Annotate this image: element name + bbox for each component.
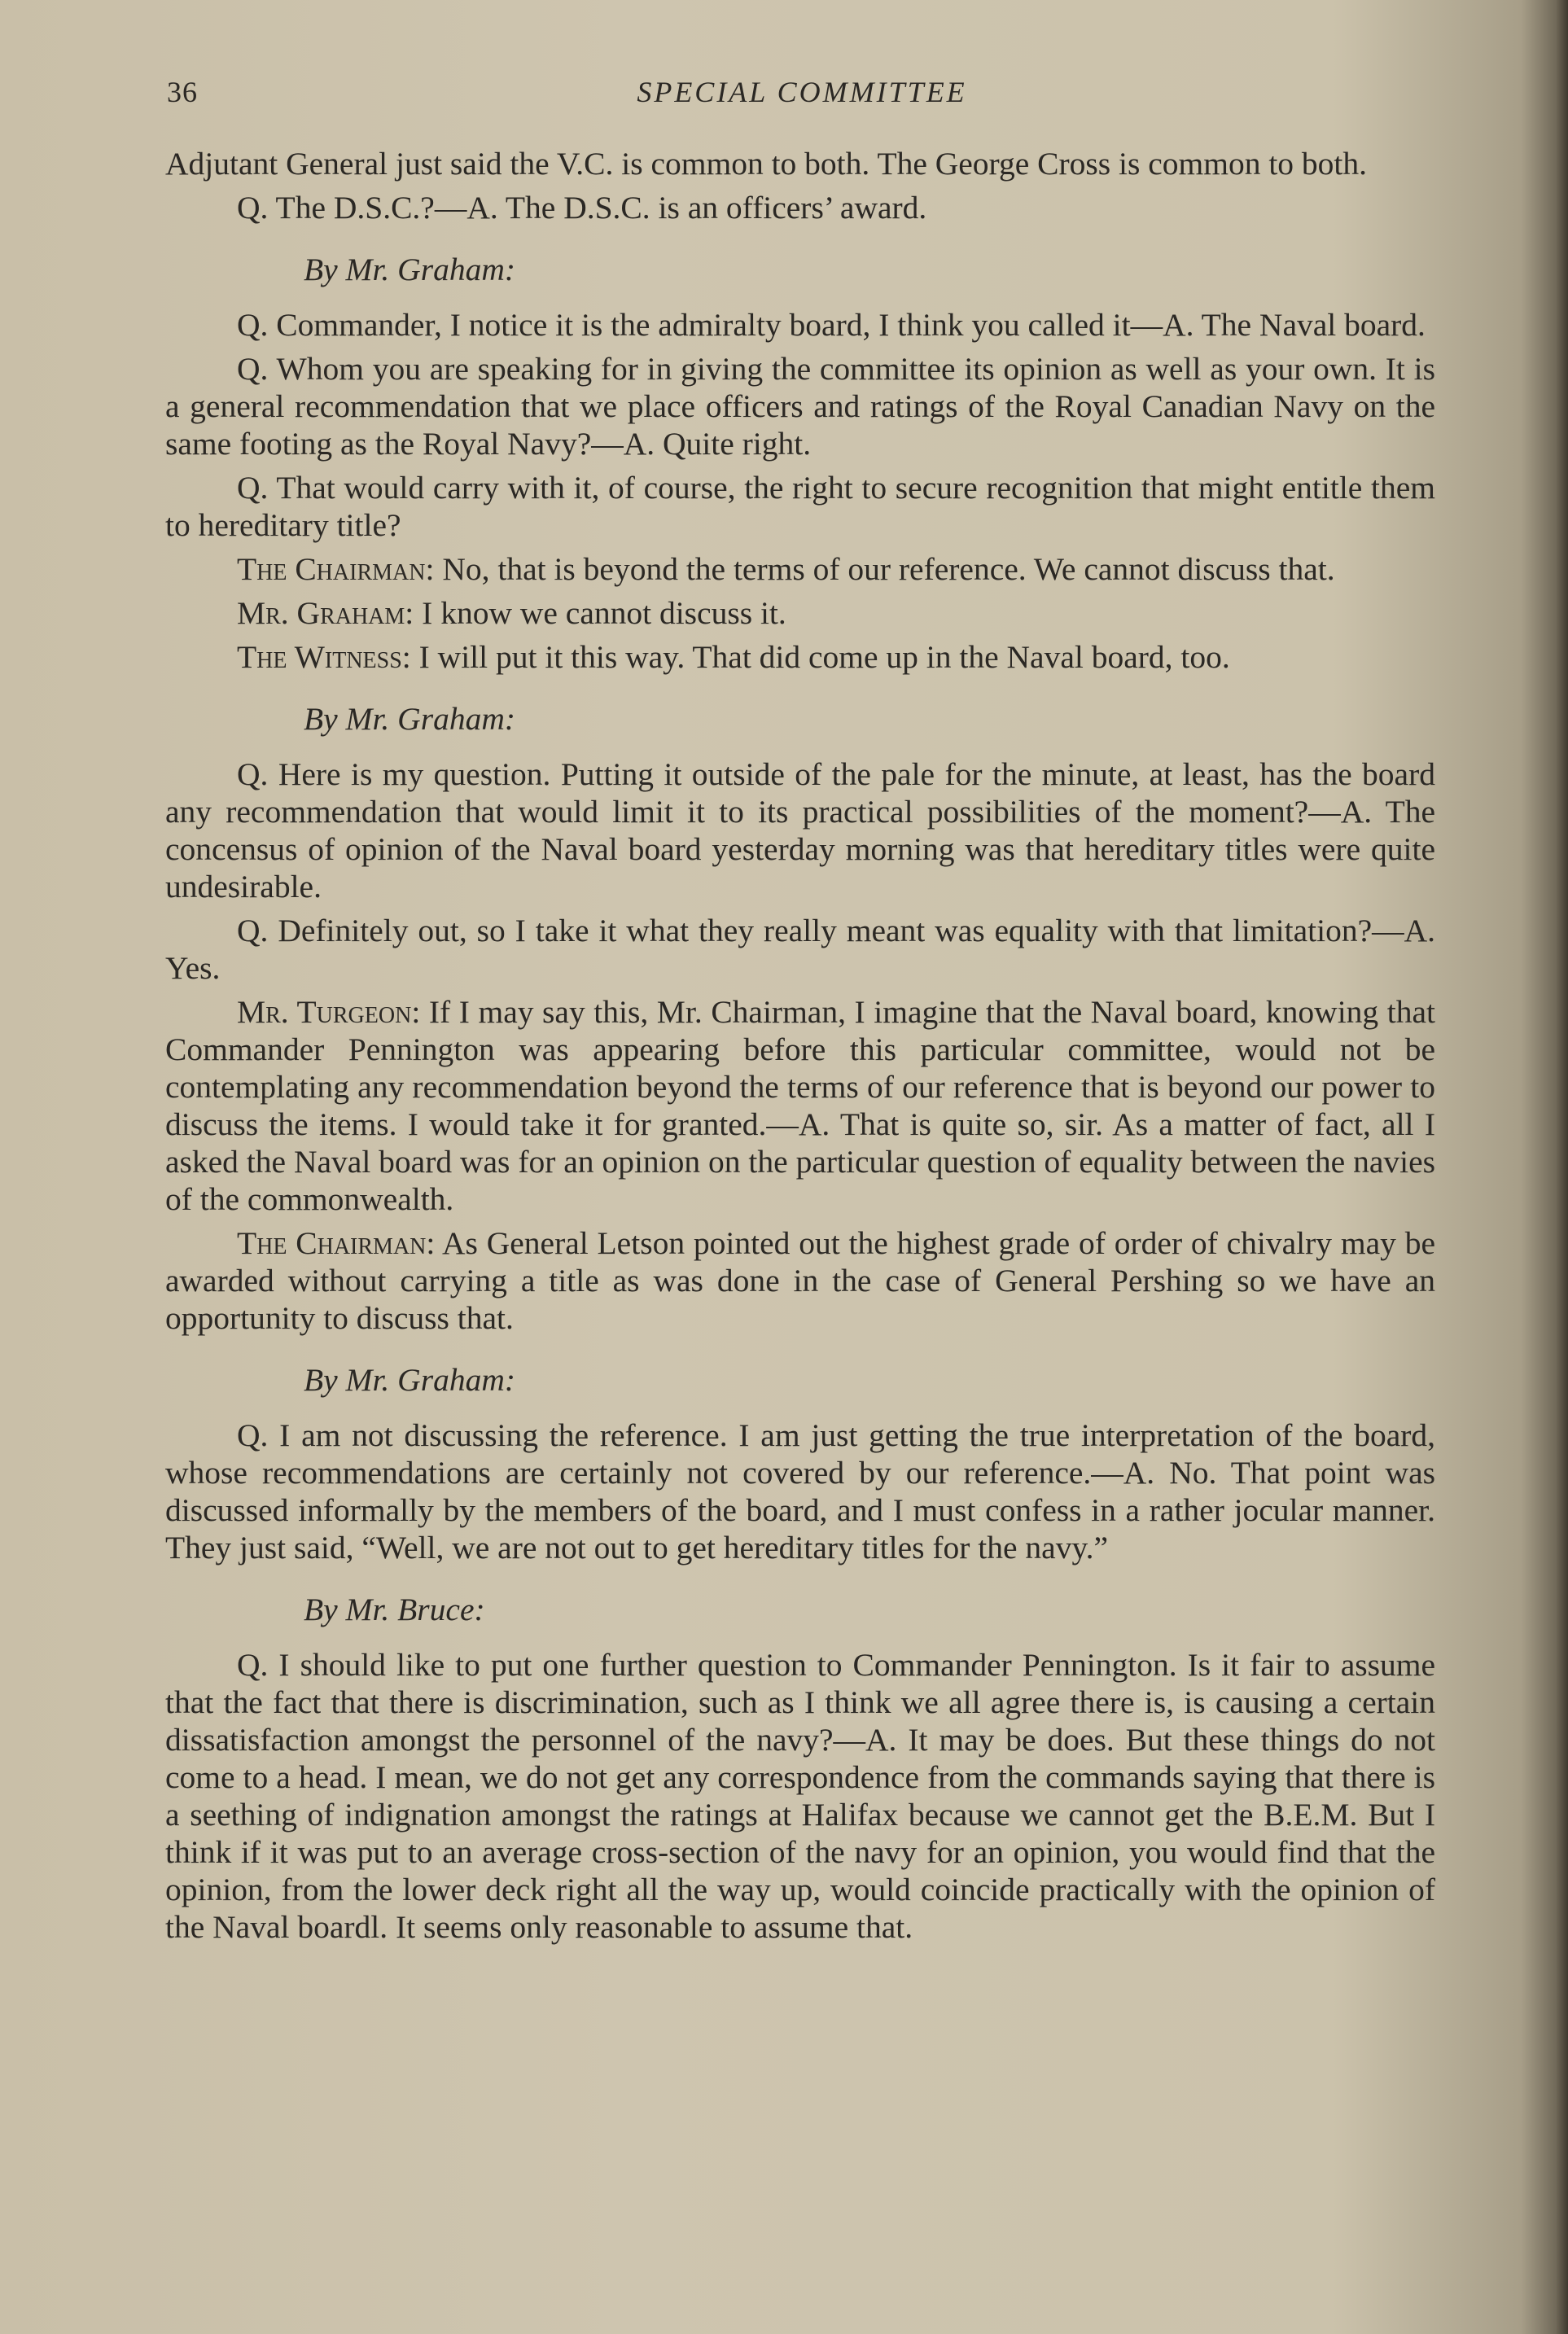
paragraph: Q. That would carry with it, of course, the right to secure recognition that might entitle them to hereditary title? (165, 470, 1435, 543)
speech-text: No, that is beyond the terms of our reference. We cannot discuss that. (434, 551, 1335, 587)
speaker-name: Mr. Turgeon: (237, 994, 421, 1030)
speech-paragraph (165, 638, 1435, 676)
examiner-heading: By Mr. Bruce: (304, 1592, 485, 1627)
examiner-heading: By Mr. Graham: (304, 252, 516, 287)
paragraph: Q. Here is my question. Putting it outside of the pale for the minute, at least, has the board any recommendation that would limit it to its practical possibilities of the moment?—A. The concensus of opinion of the Naval board yesterday morning was that hereditary titles were quite undesirable. (165, 756, 1435, 904)
speech-text: I know we cannot discuss it. (414, 595, 786, 631)
speech-text: As General Letson pointed out the highest grade of order of chivalry may be awarded without carrying a title as was done in the case of General Pershing so we have an opportunity to discuss that. (165, 1225, 1435, 1336)
running-header (167, 75, 1437, 116)
speaker-name: Mr. Graham: (237, 595, 414, 631)
body-text (165, 145, 1435, 1952)
paragraph: Q. Whom you are speaking for in giving the committee its opinion as well as your own. It is a general recommendation that we place officers and ratings of the Royal Canadian Navy on the same footing as the Royal Navy?—A. Quite right. (165, 351, 1435, 462)
speech-text: I will put it this way. That did come up in the Naval board, too. (410, 639, 1230, 675)
examiner-heading: By Mr. Graham: (304, 701, 516, 737)
paragraph: Q. The D.S.C.?—A. The D.S.C. is an officers’ award. (237, 190, 927, 226)
paragraph: Q. Commander, I notice it is the admiralty board, I think you called it—A. The Naval board. (237, 307, 1426, 343)
speech-paragraph (165, 1224, 1435, 1337)
header-title: SPECIAL COMMITTEE (637, 76, 967, 108)
speech-paragraph (165, 550, 1435, 588)
page-edge-shadow (1557, 0, 1568, 2334)
speaker-name: The Chairman: (237, 1225, 436, 1261)
paragraph: Q. I should like to put one further question to Commander Pennington. Is it fair to assume that the fact that there is discrimination, such as I think we all agree there is, is causing a certain dissatisfaction amongst the personnel of the navy?—A. It may be does. But these things do not come to a head. I mean, we do not get any correspondence from the commands saying that there is a seething of indignation amongst the ratings at Halifax because we cannot get the B.E.M. But I think if it was put to an average cross-section of the navy for an opinion, you would find that the opinion, from the lower deck right all the way up, would coincide practically with the opinion of the Naval boardl. It seems only reasonable to assume that. (165, 1647, 1435, 1945)
speech-text: If I may say this, Mr. Chairman, I imagine that the Naval board, knowing that Commander Pennington was appearing before this particular committee, would not be contemplating any recommendation beyond the terms of our reference that is beyond our power to discuss the items. I would take it for granted.—A. That is quite so, sir. As a matter of fact, all I asked the Naval board was for an opinion on the particular question of equality between the navies of the commonwealth. (165, 994, 1435, 1217)
speaker-name: The Chairman: (237, 551, 435, 587)
paragraph: Q. I am not discussing the reference. I am just getting the true interpretation of the board, whose recommendations are certainly not covered by our reference.—A. No. That point was discussed informally by the members of the board, and I must confess in a rather jocular manner. They just said, “Well, we are not out to get hereditary titles for the navy.” (165, 1417, 1435, 1565)
page-number: 36 (167, 76, 198, 108)
speech-paragraph (165, 993, 1435, 1218)
examiner-heading: By Mr. Graham: (304, 1362, 516, 1398)
paragraph: Q. Definitely out, so I take it what they really meant was equality with that limitation?—A. Yes. (165, 913, 1435, 986)
speech-paragraph (165, 594, 1435, 632)
speaker-name: The Witness: (237, 639, 411, 675)
paragraph: Adjutant General just said the V.C. is common to both. The George Cross is common to both. (165, 146, 1368, 182)
